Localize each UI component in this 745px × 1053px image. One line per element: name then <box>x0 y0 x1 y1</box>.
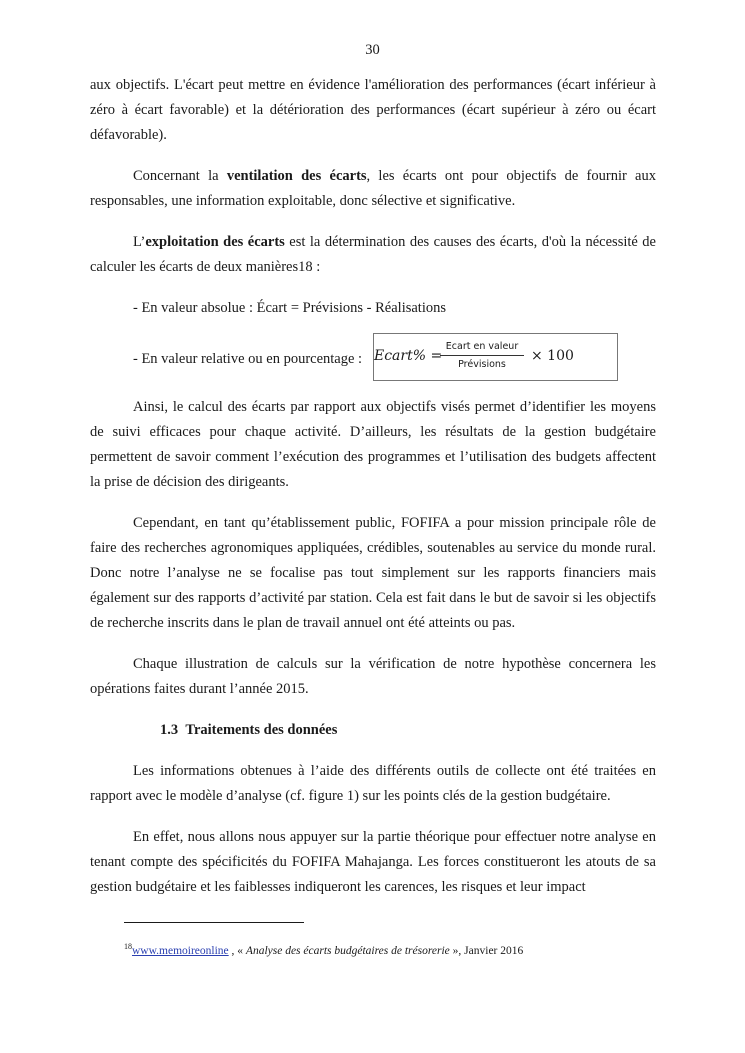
section-title: Traitements des données <box>185 722 338 738</box>
paragraph-6: Chaque illustration de calculs sur la vérification de notre hypothèse concernera les opérations faites durant l’année 2015. <box>90 656 656 697</box>
text: est la détermination des causes des écarts, d'où la nécessité de calculer les écarts de deux manières18 : <box>90 234 656 275</box>
section-number: 1.3 <box>160 722 179 738</box>
bullet-relative: - En valeur relative ou en pourcentage : <box>133 351 363 367</box>
formula-line <box>90 335 656 385</box>
formula-lhs: Ecart% = <box>374 348 443 364</box>
footnote-title: Analyse des écarts budgétaires de trésorerie <box>245 944 450 957</box>
paragraph-ventilation <box>90 164 656 214</box>
paragraph-7: Les informations obtenues à l’aide des différents outils de collecte ont été traitées en rapport avec le modèle d’analyse (cf. figure 1) sur les points clés de la gestion budgétaire. <box>90 763 656 804</box>
formula-fraction <box>440 340 524 371</box>
bold-term-ventilation: ventilation des écarts <box>226 168 367 184</box>
formula-denominator: Prévisions <box>458 359 506 370</box>
paragraph-exploitation <box>90 230 656 280</box>
paragraph-8: En effet, nous allons nous appuyer sur la partie théorique pour effectuer notre analyse en tenant compte des spécificités du FOFIFA Mahajanga. Les forces constitueront les atouts de sa gestion budgétaire et les faiblesses indiqueront les carences, les risques et leur impact <box>90 829 656 895</box>
paragraph-5: Cependant, en tant qu’établissement public, FOFIFA a pour mission principale rôle de faire des recherches agronomiques appliquées, crédibles, soutenables au service du monde rural. Donc notre l’analyse ne se focalise pas tout simplement sur les rapports financiers mais également sur des rapports d’activité par station. Cela est fait dans le but de savoir si les objectifs de recherche inscrits dans le plan de travail annuel ont été atteints ou pas. <box>90 515 656 631</box>
text: , « <box>228 944 246 957</box>
section-heading <box>90 718 656 743</box>
footnote <box>124 942 523 957</box>
text: L’ <box>133 234 146 250</box>
formula-multiplier: × 100 <box>531 348 574 364</box>
text: Concernant la <box>133 168 227 184</box>
formula-box <box>373 333 618 381</box>
footnote-link[interactable]: www.memoireonline <box>132 944 229 957</box>
text: , les écarts ont pour objectifs de fournir aux responsables, une information exploitable, donc sélective et significative. <box>90 168 656 209</box>
formula-numerator: Ecart en valeur <box>440 340 524 356</box>
paragraph-4: Ainsi, le calcul des écarts par rapport aux objectifs visés permet d’identifier les moyens de suivi efficaces pour chaque activité. D’ailleurs, les résultats de la gestion budgétaire permettent de savoir comment l’exécution des programmes et l’utilisation des budgets affectent la prise de décision des dirigeants. <box>90 399 656 490</box>
bullet-absolute: - En valeur absolue : Écart = Prévisions - Réalisations <box>133 300 447 316</box>
bold-term-exploitation: exploitation des écarts <box>145 234 285 250</box>
page-number: 30 <box>365 42 380 58</box>
paragraph-1: aux objectifs. L'écart peut mettre en évidence l'amélioration des performances (écart inférieur à zéro à écart favorable) et la détérioration des performances (écart supérieur à zéro ou écart défavorable). <box>90 77 656 143</box>
footnote-separator <box>124 922 304 923</box>
page-body <box>90 73 656 916</box>
footnote-marker: 18 <box>124 942 132 951</box>
text: », Janvier 2016 <box>449 944 524 957</box>
